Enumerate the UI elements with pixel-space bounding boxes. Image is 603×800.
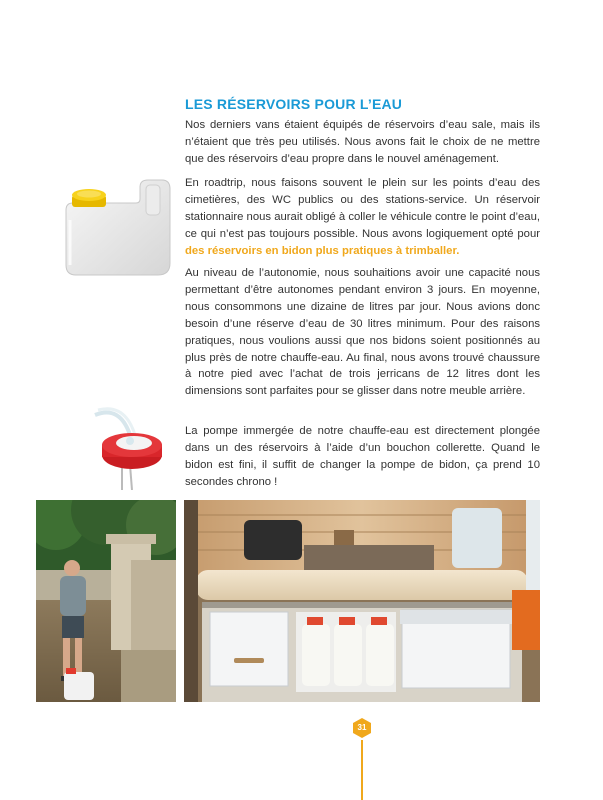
paragraph-roadtrip	[185, 175, 540, 260]
page-number: 31	[357, 723, 367, 732]
van-interior-photo	[184, 500, 540, 702]
section-title: LES RÉSERVOIRS POUR L’EAU	[185, 96, 403, 112]
paragraph-pump: La pompe immergée de notre chauffe-eau est directement plongée dans un des réservoirs à l’aide d’un bouchon collerette. Quand le bidon est fini, il suffit de changer la pompe de bidon, ça prend 10 secondes chrono !	[185, 425, 540, 488]
collar-cap-photo	[90, 405, 175, 490]
paragraph-autonomy: Au niveau de l’autonomie, nous souhaitions avoir une capacité nous permettant d’être autonomes pendant environ 3 jours. En moyenne, nous consommons une dizaine de litres par jour. Nous avions donc besoin d’une réserve d’eau de 30 litres minimum. Pour des raisons pratiques, nous voulions aussi que nos bidons soient positionnés au plus près de notre chauffe-eau. Au final, nous avons trouvé chaussure à notre pied avec l’achat de trois jerricans de 12 litres dont les dimensions sont parfaites pour se glisser dans notre meuble arrière.	[185, 267, 540, 398]
paragraph-intro: Nos derniers vans étaient équipés de réservoirs d’eau sale, mais ils n’étaient que très peu utilisés. Nous avons fait le choix de ne mettre que des réservoirs d’eau propre dans le nouvel aménagement.	[185, 119, 540, 165]
paragraph-roadtrip-text: En roadtrip, nous faisons souvent le plein sur les points d’eau des cimetières, des WC publics ou des stations-service. Un réservoir stationnaire nous aurait obligé à coller le véhicule contre le point d’eau, ce qui n’est pas toujours possible. Nous avons logiquement opté pour	[185, 177, 540, 240]
fountain-photo	[36, 500, 176, 702]
page-accent-line	[361, 740, 363, 800]
highlight-text: des réservoirs en bidon plus pratiques à trimballer.	[185, 244, 460, 257]
jerrican-photo	[58, 175, 178, 285]
